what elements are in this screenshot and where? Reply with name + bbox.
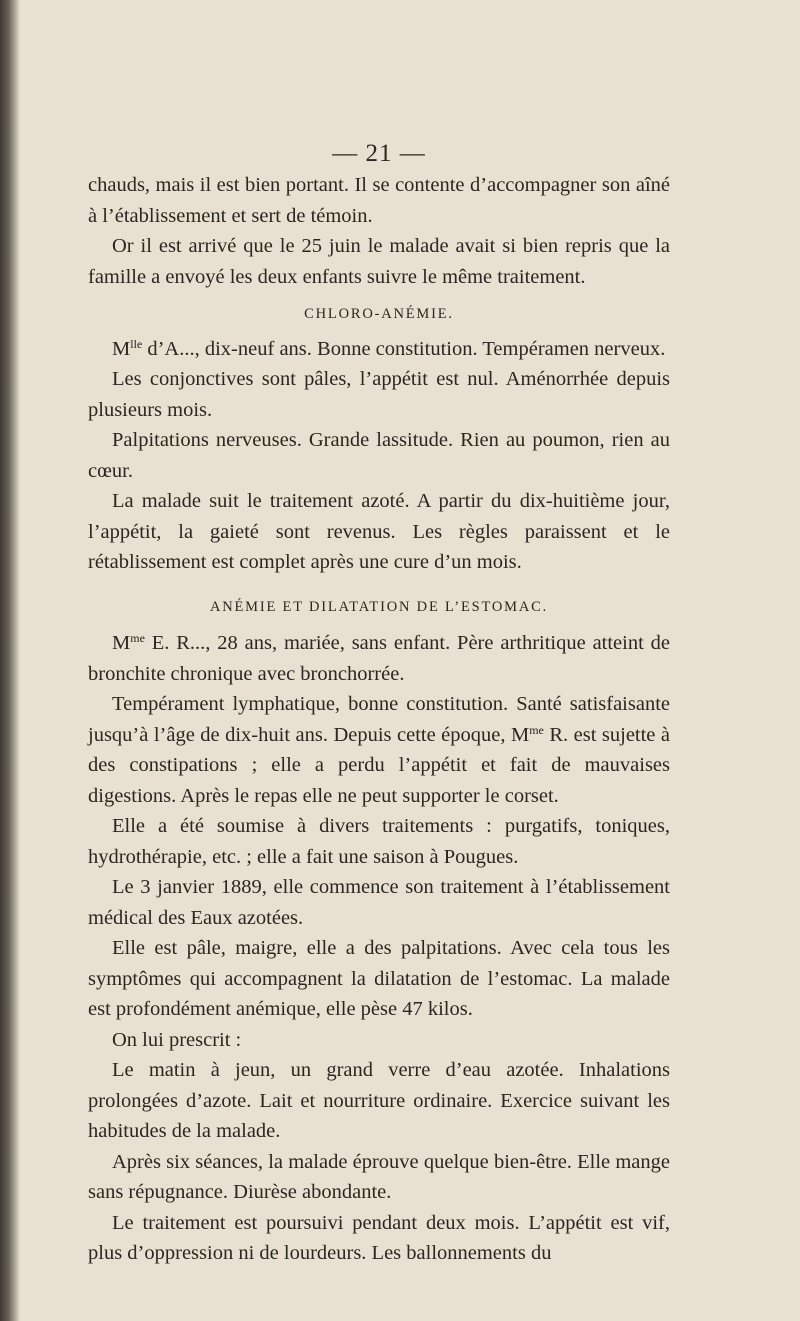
- paragraph: Or il est arrivé que le 25 juin le malade avait si bien repris que la famille a envoyé les deux enfants suivre le même traitement.: [88, 235, 670, 288]
- case-title: M: [112, 337, 131, 360]
- name-superscript: me: [529, 722, 544, 737]
- paragraph-text-start: Tempérament lymphatique, bonne constitution. Santé satisfaisante jusqu’à l’âge de dix-huit ans. Depuis cette époque, M: [88, 693, 670, 746]
- paragraph: Elle a été soumise à divers traitements : purgatifs, toniques, hydrothérapie, etc. ; elle a fait une saison à Pougues.: [88, 815, 670, 868]
- case-intro-paragraph: [88, 628, 670, 689]
- paragraph: Après six séances, la malade éprouve quelque bien-être. Elle mange sans répugnance. Diurèse abondante.: [88, 1150, 670, 1203]
- page-number: — 21 —: [332, 140, 426, 167]
- case-intro-text: d’A..., dix-neuf ans. Bonne constitution. Tempéramen nerveux.: [142, 337, 666, 360]
- paragraph: Palpitations nerveuses. Grande lassitude. Rien au poumon, rien au cœur.: [88, 429, 670, 482]
- case-title: M: [112, 632, 131, 654]
- paragraph: Les conjonctives sont pâles, l’appétit est nul. Aménorrhée depuis plusieurs mois.: [88, 368, 670, 421]
- paragraph-continued: chauds, mais il est bien portant. Il se contente d’accompagner son aîné à l’établissement et sert de témoin.: [88, 174, 670, 227]
- paragraph: Le 3 janvier 1889, elle commence son traitement à l’établissement médical des Eaux azotées.: [88, 876, 670, 929]
- section-heading-anemie-dilatation: ANÉMIE ET DILATATION DE L’ESTOMAC.: [209, 598, 549, 615]
- page-body: [88, 170, 670, 1269]
- paragraph: Le traitement est poursuivi pendant deux mois. L’appétit est vif, plus d’oppression ni de lourdeurs. Les ballonnements du: [88, 1211, 670, 1264]
- paragraph: Elle est pâle, maigre, elle a des palpitations. Avec cela tous les symptômes qui accompagnent la dilatation de l’estomac. La malade est profondément anémique, elle pèse 47 kilos.: [88, 937, 670, 1020]
- paragraph: On lui prescrit :: [112, 1028, 242, 1051]
- case-intro-paragraph: [88, 334, 670, 365]
- paragraph: [88, 689, 670, 811]
- paragraph: Le matin à jeun, un grand verre d’eau azotée. Inhalations prolongées d’azote. Lait et nourriture ordinaire. Exercice suivant les habitudes de la malade.: [88, 1059, 670, 1142]
- case-title-superscript: me: [130, 631, 145, 645]
- book-spine-shadow: [0, 0, 20, 1321]
- paragraph-text-end: R. est sujette à des constipations ; elle a perdu l’appétit et fait de mauvaises digestions. Après le repas elle ne peut supporter le corset.: [88, 723, 670, 807]
- section-heading-chloro-anemie: CHLORO-ANÉMIE.: [304, 306, 454, 322]
- paragraph: La malade suit le traitement azoté. A partir du dix-huitième jour, l’appétit, la gaieté sont revenus. Les règles paraissent et le rétablissement est complet après une cure d’un mois.: [88, 490, 670, 573]
- case-title-superscript: lle: [130, 336, 143, 351]
- case-intro-text: E. R..., 28 ans, mariée, sans enfant. Père arthritique atteint de bronchite chronique avec bronchorrée.: [88, 632, 670, 685]
